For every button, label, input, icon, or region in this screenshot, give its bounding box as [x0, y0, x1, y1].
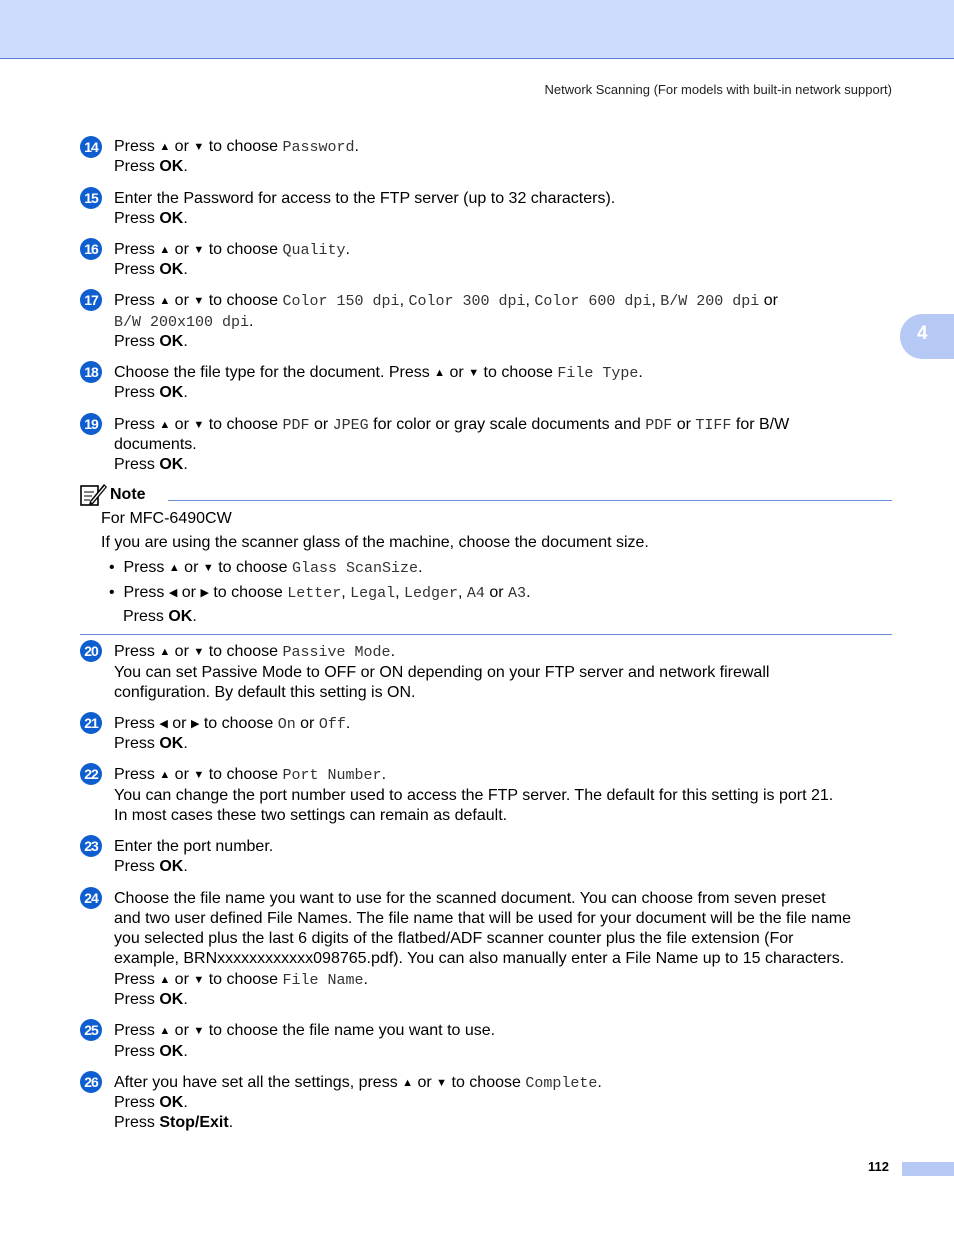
step-line: Press ▲ or ▼ to choose Passive Mode.: [114, 643, 396, 661]
up-arrow-icon: ▲: [434, 367, 446, 379]
press-stop-line: Press Stop/Exit.: [114, 1114, 234, 1131]
step-number: 26: [80, 1071, 102, 1093]
press-ok-line: Press OK.: [114, 991, 188, 1008]
left-arrow-icon: ◀: [168, 587, 178, 599]
down-arrow-icon: ▼: [193, 646, 205, 658]
running-header: Network Scanning (For models with built-in network support): [544, 82, 892, 97]
press-ok-line: Press OK.: [114, 735, 188, 752]
note-model: For MFC-6490CW: [101, 510, 232, 527]
press-ok-line: Press OK.: [114, 1094, 188, 1111]
press-ok-line: Press OK.: [114, 210, 188, 227]
down-arrow-icon: ▼: [202, 562, 214, 574]
step-line: configuration. By default this setting is ON.: [114, 684, 416, 701]
step-number: 23: [80, 835, 102, 857]
step-line: Press ▲ or ▼ to choose Port Number.: [114, 766, 387, 784]
right-arrow-icon: ▶: [200, 587, 209, 599]
press-ok-line: Press OK.: [114, 858, 188, 875]
step-number: 18: [80, 361, 102, 383]
right-arrow-icon: ▶: [190, 718, 200, 730]
step-line: B/W 200x100 dpi.: [114, 313, 254, 331]
note-top-rule: [168, 500, 892, 501]
step-number: 16: [80, 238, 102, 260]
press-ok-line: Press OK.: [114, 158, 188, 175]
press-ok-line: Press OK.: [114, 456, 188, 473]
step-number: 21: [80, 712, 102, 734]
step-number: 25: [80, 1019, 102, 1041]
step-line: Enter the Password for access to the FTP server (up to 32 characters).: [114, 190, 616, 207]
step-line: Enter the port number.: [114, 838, 274, 855]
up-arrow-icon: ▲: [159, 646, 171, 658]
note-pencil-icon: [80, 481, 108, 507]
step-line: After you have set all the settings, press ▲ or ▼ to choose Complete.: [114, 1074, 602, 1092]
step-line: Press ▲ or ▼ to choose Password.: [114, 138, 359, 156]
note-title: Note: [110, 486, 146, 503]
step-line: Press ◀ or ▶ to choose On or Off.: [114, 715, 351, 733]
up-arrow-icon: ▲: [159, 974, 171, 986]
down-arrow-icon: ▼: [193, 295, 205, 307]
up-arrow-icon: ▲: [159, 769, 171, 781]
step-line: documents.: [114, 436, 197, 453]
down-arrow-icon: ▼: [193, 419, 205, 431]
step-line: Press ▲ or ▼ to choose PDF or JPEG for color or gray scale documents and PDF or TIFF for B/W: [114, 416, 790, 434]
step-line: you selected plus the last 6 digits of the flatbed/ADF scanner counter plus the file extension (For: [114, 930, 794, 947]
press-ok-line: Press OK.: [114, 261, 188, 278]
up-arrow-icon: ▲: [159, 1025, 171, 1037]
step-line: and two user defined File Names. The file name that will be used for your document will be the file name: [114, 910, 851, 927]
down-arrow-icon: ▼: [468, 367, 480, 379]
down-arrow-icon: ▼: [193, 974, 205, 986]
down-arrow-icon: ▼: [193, 141, 205, 153]
up-arrow-icon: ▲: [159, 295, 171, 307]
note-bullet: • Press ◀ or ▶ to choose Letter, Legal, Ledger, A4 or A3.: [109, 584, 531, 602]
press-ok-line: Press OK.: [114, 1043, 188, 1060]
note-bottom-rule: [80, 634, 892, 635]
step-number: 17: [80, 289, 102, 311]
chapter-number: 4: [917, 323, 928, 344]
step-line: Press ▲ or ▼ to choose the file name you want to use.: [114, 1022, 496, 1039]
footer-bar: [902, 1162, 954, 1176]
left-arrow-icon: ◀: [159, 718, 168, 730]
down-arrow-icon: ▼: [436, 1077, 448, 1089]
step-line: Choose the file name you want to use for the scanned document. You can choose from seven preset: [114, 890, 826, 907]
step-line: In most cases these two settings can remain as default.: [114, 807, 508, 824]
step-line: You can set Passive Mode to OFF or ON depending on your FTP server and network firewall: [114, 664, 770, 681]
step-line: Press ▲ or ▼ to choose Quality.: [114, 241, 350, 259]
down-arrow-icon: ▼: [193, 1025, 205, 1037]
step-line: Press ▲ or ▼ to choose File Name.: [114, 971, 368, 989]
step-number: 24: [80, 887, 102, 909]
chapter-tab: [900, 314, 954, 359]
press-ok-line: Press OK.: [114, 384, 188, 401]
header-band: [0, 0, 954, 59]
down-arrow-icon: ▼: [193, 244, 205, 256]
down-arrow-icon: ▼: [193, 769, 205, 781]
step-line: example, BRNxxxxxxxxxxxx098765.pdf). You can also manually enter a File Name up to 15 characters.: [114, 950, 845, 967]
up-arrow-icon: ▲: [159, 244, 171, 256]
step-number: 22: [80, 763, 102, 785]
press-ok-line: Press OK.: [114, 333, 188, 350]
up-arrow-icon: ▲: [168, 562, 180, 574]
press-ok-line: Press OK.: [123, 608, 197, 625]
page-number: 112: [868, 1159, 889, 1174]
step-number: 15: [80, 187, 102, 209]
step-number: 19: [80, 413, 102, 435]
note-bullet: • Press ▲ or ▼ to choose Glass ScanSize.: [109, 559, 423, 577]
step-number: 14: [80, 136, 102, 158]
note-intro: If you are using the scanner glass of the machine, choose the document size.: [101, 534, 649, 551]
step-number: 20: [80, 640, 102, 662]
step-line: Choose the file type for the document. Press ▲ or ▼ to choose File Type.: [114, 364, 643, 382]
up-arrow-icon: ▲: [159, 141, 171, 153]
step-line: Press ▲ or ▼ to choose Color 150 dpi, Color 300 dpi, Color 600 dpi, B/W 200 dpi or: [114, 292, 778, 310]
step-line: You can change the port number used to access the FTP server. The default for this setting is port 21.: [114, 787, 834, 804]
up-arrow-icon: ▲: [159, 419, 171, 431]
up-arrow-icon: ▲: [402, 1077, 414, 1089]
